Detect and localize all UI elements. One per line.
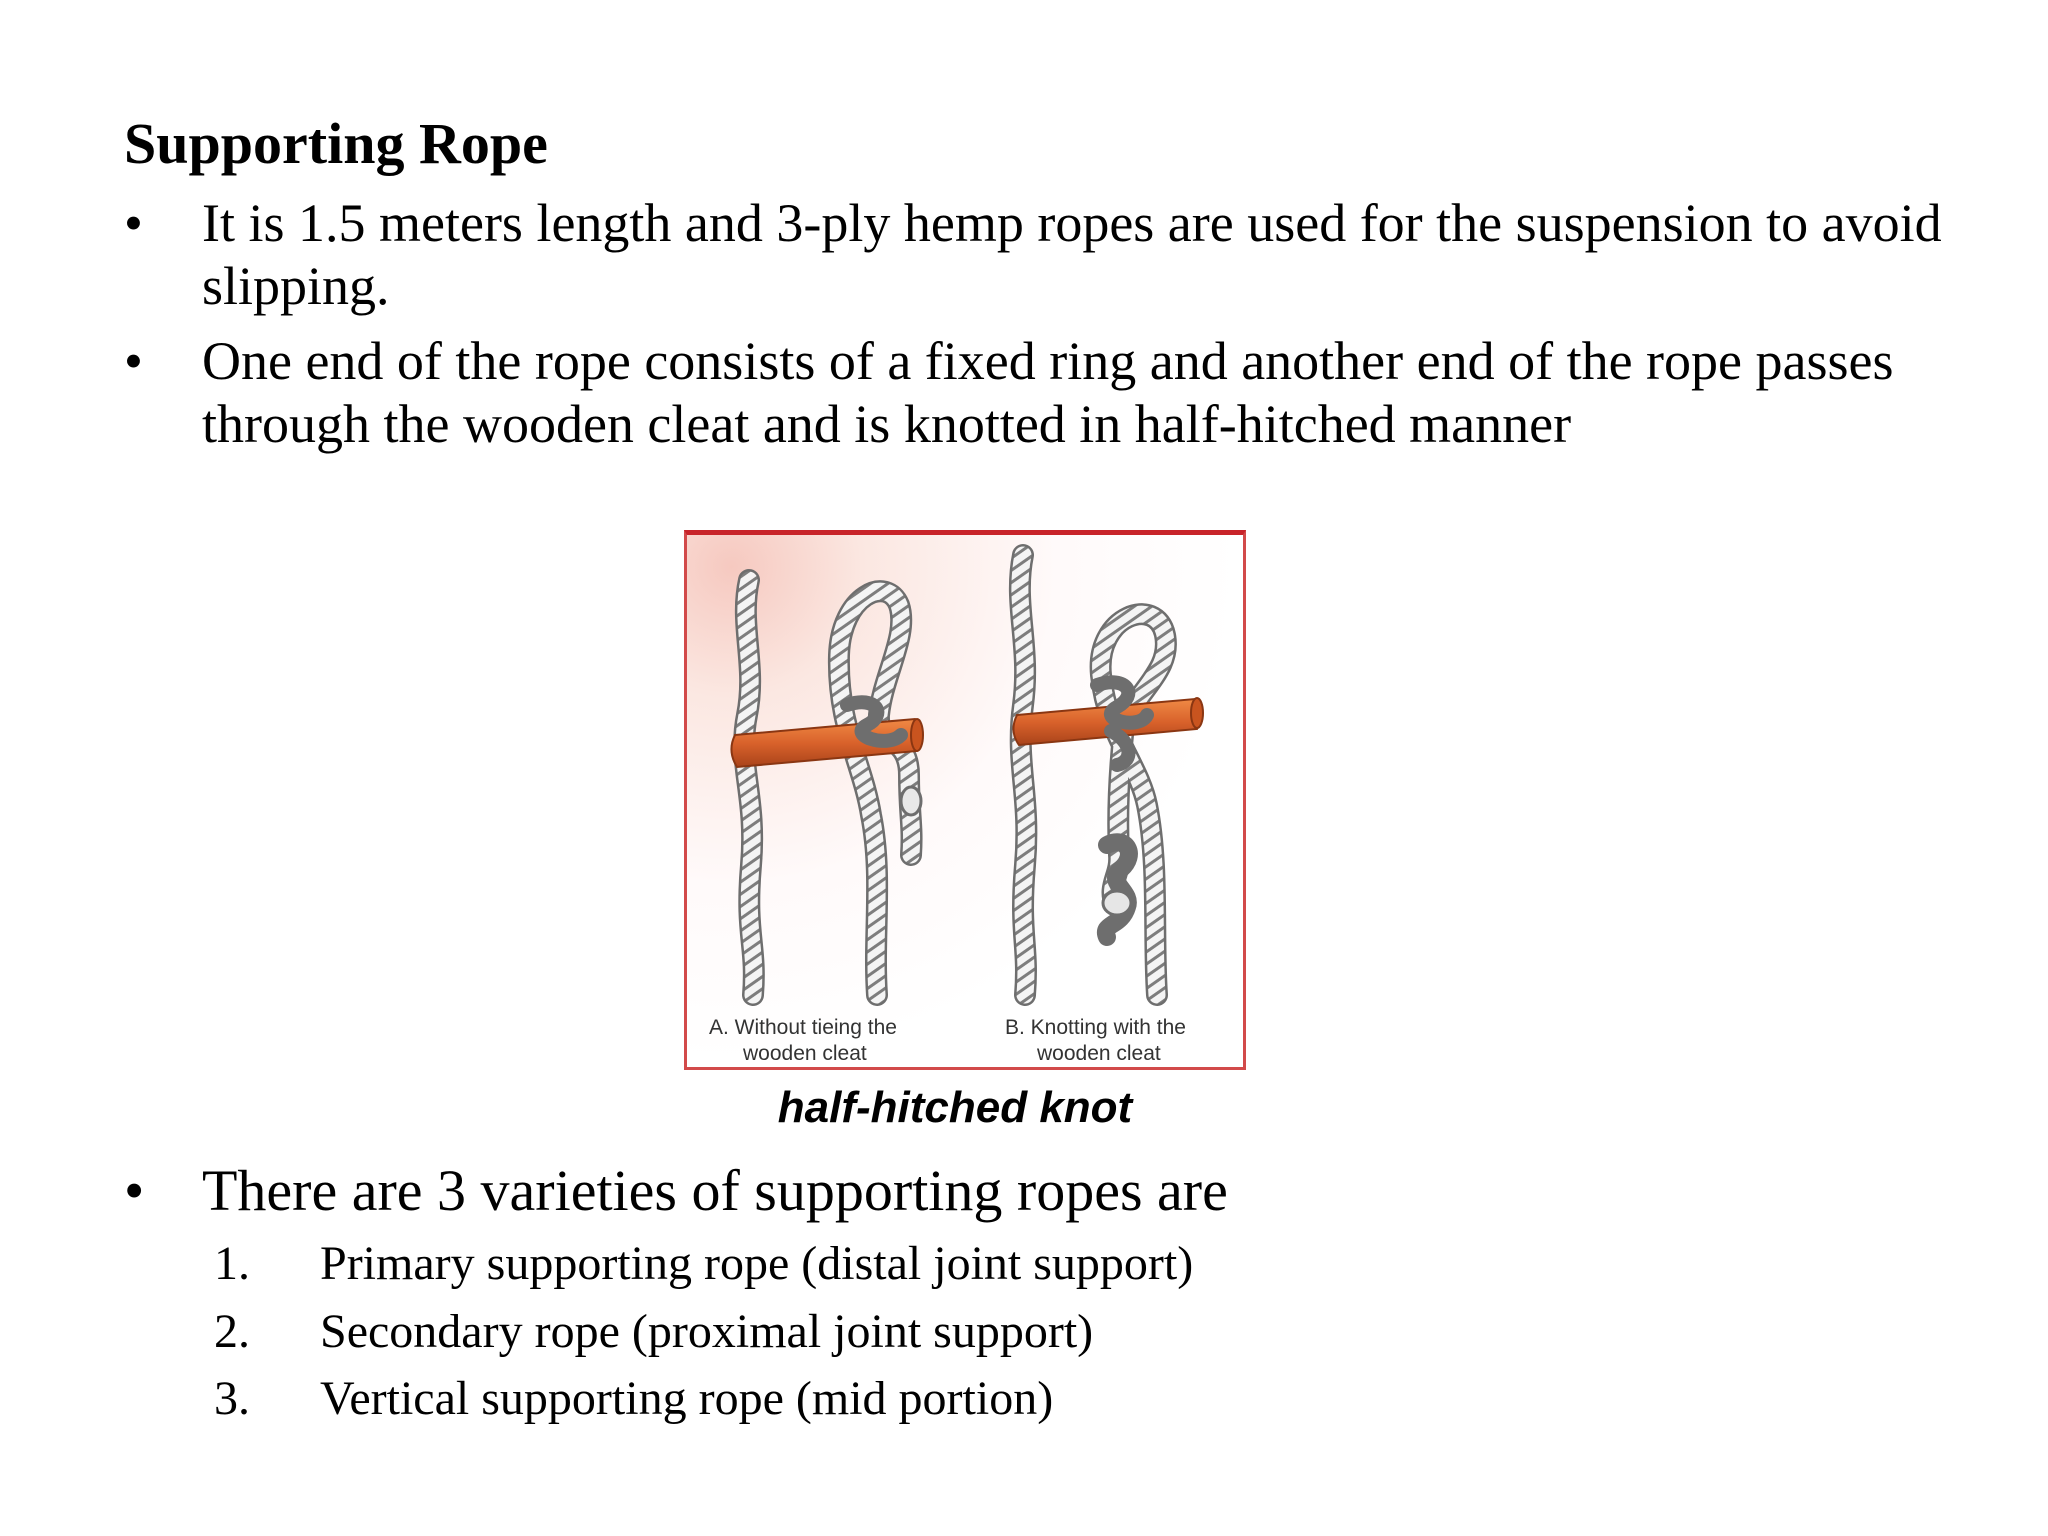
slide-title: Supporting Rope bbox=[124, 111, 548, 176]
figure-label-b-line2: wooden cleat bbox=[1037, 1042, 1161, 1065]
list-number: 3. bbox=[214, 1372, 250, 1425]
figure-label-a-line1: A. Without tieing the bbox=[709, 1016, 897, 1039]
bullet-text: There are 3 varieties of supporting ropes are bbox=[202, 1158, 1228, 1223]
list-number: 2. bbox=[214, 1305, 250, 1358]
bullet-marker: • bbox=[124, 1158, 145, 1223]
rope-b-loop bbox=[1101, 614, 1166, 995]
bullet-text: One end of the rope consists of a fixed ring and another end of the rope passes through the wooden cleat and is knotted in half-hitched manner bbox=[202, 331, 1894, 454]
list-text: Secondary rope (proximal joint support) bbox=[320, 1305, 1094, 1358]
half-hitched-knot-figure bbox=[684, 530, 1246, 1070]
bullet-text: It is 1.5 meters length and 3-ply hemp ropes are used for the suspension to avoid slipping. bbox=[202, 193, 1942, 316]
bullet-marker: • bbox=[124, 331, 143, 391]
bullet-marker: • bbox=[124, 193, 143, 253]
knot-illustration bbox=[687, 535, 1243, 1070]
figure-caption: half-hitched knot bbox=[777, 1083, 1133, 1132]
list-number: 1. bbox=[214, 1237, 250, 1290]
figure-label-b-line1: B. Knotting with the bbox=[1005, 1016, 1186, 1039]
rope-b-left bbox=[1020, 555, 1026, 995]
rope-a-loop bbox=[839, 591, 921, 995]
list-text: Primary supporting rope (distal joint support) bbox=[320, 1237, 1194, 1290]
list-text: Vertical supporting rope (mid portion) bbox=[320, 1372, 1054, 1425]
figure-label-a-line2: wooden cleat bbox=[743, 1042, 867, 1065]
rope-a-left bbox=[744, 580, 754, 995]
